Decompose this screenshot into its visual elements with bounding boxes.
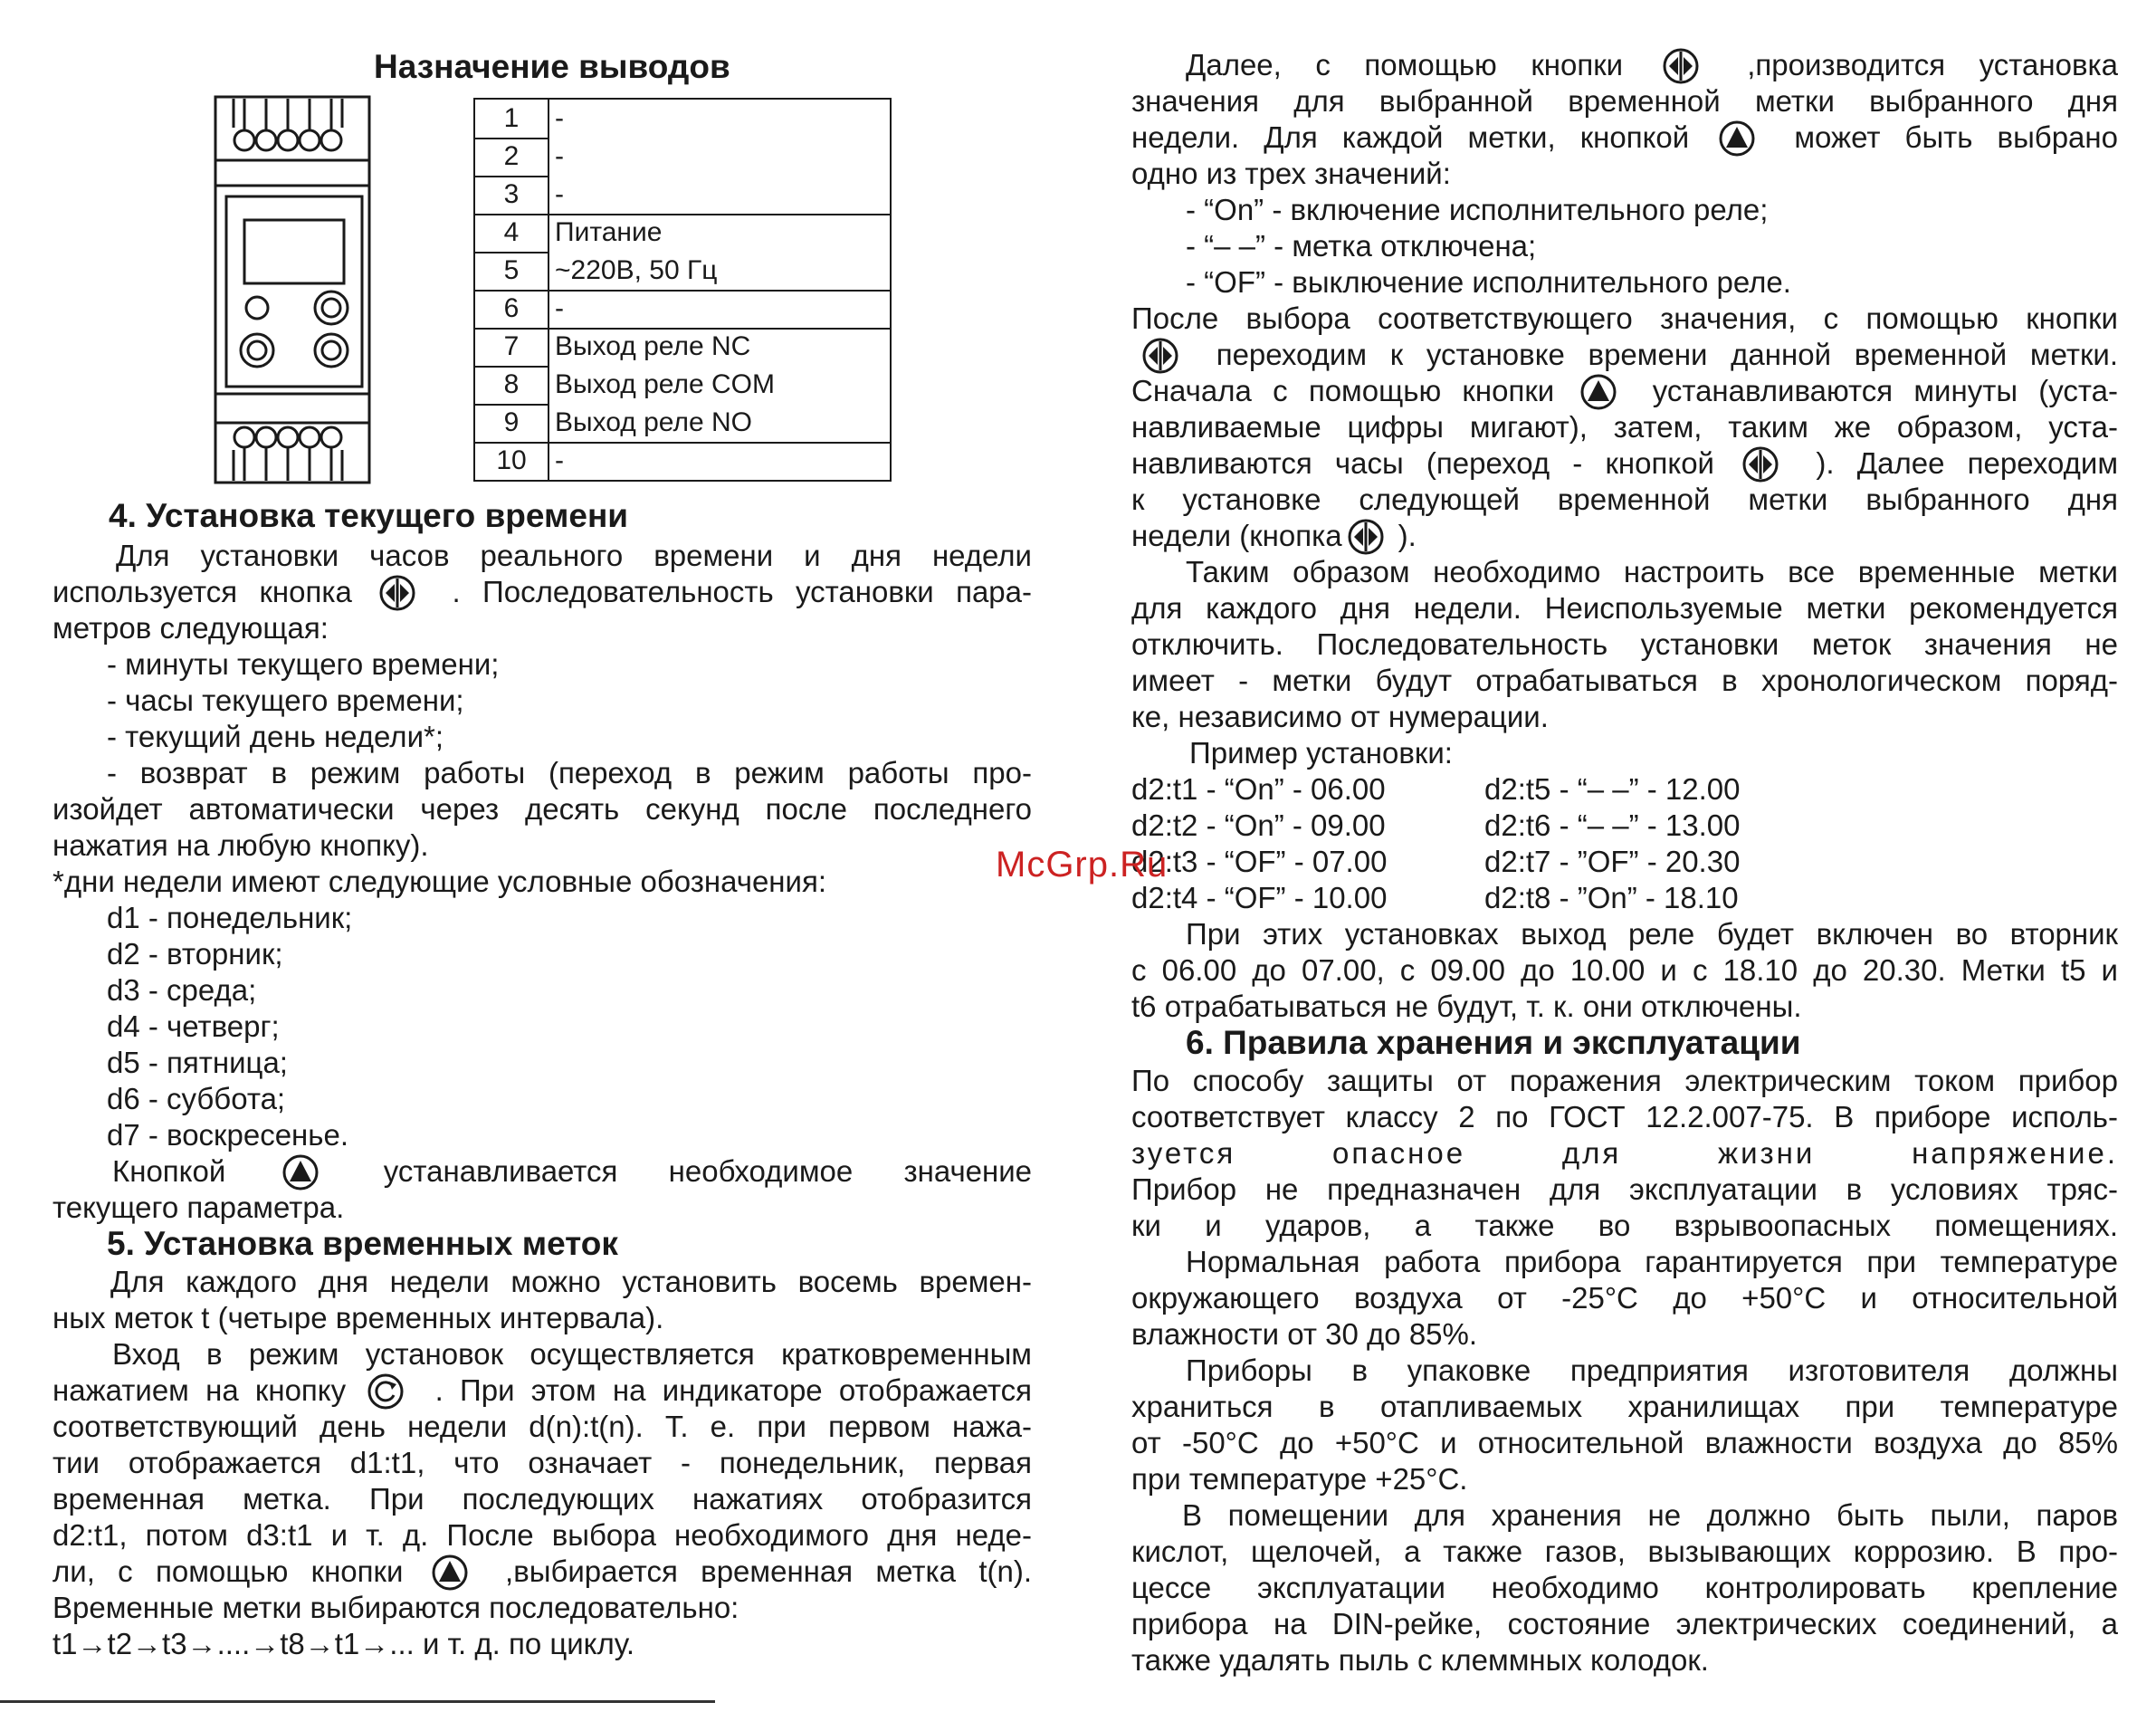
list-item: - часы текущего времени; — [107, 684, 464, 717]
text-line: Далее, с помощью кнопки ,производится установка — [1131, 47, 2118, 83]
text-line: В помещении для хранения не должно быть пыли, паров — [1182, 1498, 2118, 1532]
pin-row: 4 Питание — [503, 217, 663, 247]
left-right-button-icon — [1348, 521, 1393, 554]
text-line: изойдет автоматически через десять секунд после последнего — [52, 792, 1032, 826]
text-line: влажности от 30 до 85%. — [1131, 1317, 1478, 1351]
text-line: После выбора соответствующего значения, с помощью кнопки — [1131, 301, 2118, 335]
text-line: от -50°С до +50°С и относительной влажности воздуха до 85% — [1131, 1426, 2118, 1459]
pin-row: 9 Выход реле NO — [503, 407, 752, 437]
text-line: переходим к установке времени данной временной метки. — [1131, 337, 2118, 373]
text-line: ке, независимо от нумерации. — [1131, 700, 1549, 733]
section-4-heading: 4. Установка текущего времени — [109, 497, 629, 534]
example-row: d2:t2 - “On” - 09.00 d2:t6 - “– –” - 13.00 — [1131, 808, 1741, 842]
text-line: используется кнопка . Последовательность установки пара- — [52, 574, 1032, 610]
up-button-icon — [282, 1157, 328, 1190]
text-line: зуется опасное для жизни напряжение. — [1131, 1136, 2118, 1170]
left-right-button-icon — [1142, 340, 1188, 373]
text-line: временная метка. При последующих нажатиях отобразится — [52, 1482, 1032, 1516]
text-line: навливаемые цифры мигают), затем, таким же образом, уста- — [1131, 410, 2118, 444]
text-line: с 06.00 до 07.00, с 09.00 до 10.00 и с 18.10 до 20.30. Метки t5 и — [1131, 953, 2118, 987]
text-line: По способу защиты от поражения электрическим током прибор — [1131, 1064, 2118, 1097]
text-line: Вход в режим установок осуществляется кратковременным — [112, 1337, 1032, 1371]
day-item: d4 - четверг; — [107, 1009, 280, 1043]
text-line: имеет - метки будут отрабатываться в хронологическом поряд- — [1131, 664, 2118, 697]
text-line: d2:t1, потом d3:t1 и т. д. После выбора необходимого дня неде- — [52, 1518, 1032, 1552]
option-item: - “OF” - выключение исполнительного реле. — [1186, 265, 1791, 299]
text-line: окружающего воздуха от -25°С до +50°С и относительной — [1131, 1281, 2118, 1315]
up-button-icon — [1719, 123, 1764, 156]
example-row: d2:t3 - “OF” - 07.00 d2:t7 - ”OF” - 20.30 — [1131, 845, 1741, 878]
text-line: навливаются часы (переход - кнопкой ). Далее переходим — [1131, 445, 2118, 482]
text-line: t1→t2→t3→....→t8→t1→... и т. д. по циклу. — [52, 1627, 635, 1660]
text-line: для каждого дня недели. Неиспользуемые метки рекомендуется — [1131, 591, 2118, 625]
text-line: метров следующая: — [52, 611, 329, 645]
text-line: Для установки часов реального времени и дня недели — [116, 539, 1032, 572]
text-line: ли, с помощью кнопки ,выбирается временная метка t(n). — [52, 1554, 1032, 1590]
pin-assignment-title: Назначение выводов — [374, 48, 730, 85]
day-item: d3 - среда; — [107, 973, 257, 1007]
text-line: текущего параметра. — [52, 1191, 345, 1224]
device-drawing — [206, 95, 378, 484]
left-right-button-icon — [1663, 51, 1708, 83]
option-item: - “On” - включение исполнительного реле; — [1186, 193, 1769, 226]
text-line: ных меток t (четыре временных интервала). — [52, 1301, 664, 1334]
text-line: соответствует классу 2 по ГОСТ 12.2.007-75. В приборе исполь- — [1131, 1100, 2118, 1133]
text-line: значения для выбранной временной метки выбранного дня — [1131, 84, 2118, 118]
text-line: прибора на DIN-рейке, состояние электрических соединений, а — [1131, 1607, 2118, 1640]
up-button-icon — [1580, 377, 1626, 409]
up-button-icon — [432, 1557, 477, 1590]
left-right-button-icon — [1742, 449, 1788, 482]
day-item: d1 - понедельник; — [107, 901, 353, 934]
text-line: ки и ударов, а также во взрывоопасных помещениях. — [1131, 1209, 2118, 1242]
text-line: *дни недели имеют следующие условные обозначения: — [52, 865, 826, 898]
example-row: d2:t4 - “OF” - 10.00 d2:t8 - ”On” - 18.10 — [1131, 881, 1739, 914]
text-line: цессе эксплуатации необходимо контролировать крепление — [1131, 1571, 2118, 1604]
text-line: кислот, щелочей, а также газов, вызывающих коррозию. В про- — [1131, 1535, 2118, 1568]
footer-rule — [0, 1700, 715, 1703]
list-item: - минуты текущего времени; — [107, 647, 500, 681]
text-line: к установке следующей временной метки выбранного дня — [1131, 483, 2118, 516]
text-line: Нормальная работа прибора гарантируется при температуре — [1186, 1245, 2118, 1278]
day-item: d2 - вторник; — [107, 937, 283, 971]
text-line: храниться в отапливаемых хранилищах при температуре — [1131, 1390, 2118, 1423]
day-item: d7 - воскресенье. — [107, 1118, 348, 1152]
text-line: недели (кнопка ). — [1131, 518, 2118, 554]
pin-row: 10 - — [496, 445, 564, 475]
text-line: также удалять пыль с клеммных колодок. — [1131, 1643, 1709, 1677]
text-line: Кнопкой устанавливается необходимое значение — [52, 1153, 1032, 1190]
text-line: недели. Для каждой метки, кнопкой может быть выбрано — [1131, 120, 2118, 156]
text-line: соответствующий день недели d(n):t(n). Т. е. при первом нажа- — [52, 1410, 1032, 1443]
left-right-button-icon — [379, 578, 425, 610]
pin-row: 5 ~220В, 50 Гц — [503, 255, 718, 285]
text-line: нажатием на кнопку . При этом на индикаторе отображается — [52, 1372, 1032, 1409]
text-line: Для каждого дня недели можно установить восемь времен- — [110, 1265, 1032, 1298]
section-5-heading: 5. Установка временных меток — [107, 1225, 618, 1262]
day-item: d5 - пятница; — [107, 1046, 288, 1079]
example-row: d2:t1 - “On” - 06.00 d2:t5 - “– –” - 12.00 — [1131, 772, 1741, 806]
pin-table — [473, 98, 892, 482]
text-line: при температуре +25°С. — [1131, 1462, 1468, 1496]
example-title: Пример установки: — [1189, 736, 1453, 770]
list-item: - возврат в режим работы (переход в режим работы про- — [107, 756, 1032, 789]
pin-row: 3 - — [503, 179, 564, 209]
text-line: одно из трех значений: — [1131, 157, 1451, 190]
day-item: d6 - суббота; — [107, 1082, 286, 1115]
text-line: Временные метки выбираются последовательно: — [52, 1591, 739, 1624]
watermark: McGrp.Ru — [996, 845, 1169, 885]
text-line: Прибор не предназначен для эксплуатации в условиях тряс- — [1131, 1172, 2118, 1206]
text-line: Сначала с помощью кнопки устанавливаются минуты (уста- — [1131, 373, 2118, 409]
text-line: Таким образом необходимо настроить все временные метки — [1186, 555, 2118, 588]
text-line: При этих установках выход реле будет включен во вторник — [1186, 917, 2118, 951]
text-line: отключить. Последовательность установки меток значения не — [1131, 627, 2118, 661]
text-line: нажатия на любую кнопку). — [52, 828, 429, 862]
mode-button-icon — [367, 1376, 413, 1409]
option-item: - “– –” - метка отключена; — [1186, 229, 1537, 263]
pin-row: 8 Выход реле COM — [503, 369, 775, 399]
section-6-heading: 6. Правила хранения и эксплуатации — [1186, 1024, 1801, 1061]
text-line: тии отображается d1:t1, что означает - понедельник, первая — [52, 1446, 1032, 1479]
pin-row: 6 - — [503, 293, 564, 323]
pin-row: 1 - — [503, 103, 564, 133]
text-line: Приборы в упаковке предприятия изготовителя должны — [1186, 1353, 2118, 1387]
pin-row: 7 Выход реле NC — [503, 331, 751, 361]
list-item: - текущий день недели*; — [107, 720, 444, 753]
pin-row: 2 - — [503, 141, 564, 171]
text-line: t6 отрабатываться не будут, т. к. они отключены. — [1131, 990, 1802, 1023]
